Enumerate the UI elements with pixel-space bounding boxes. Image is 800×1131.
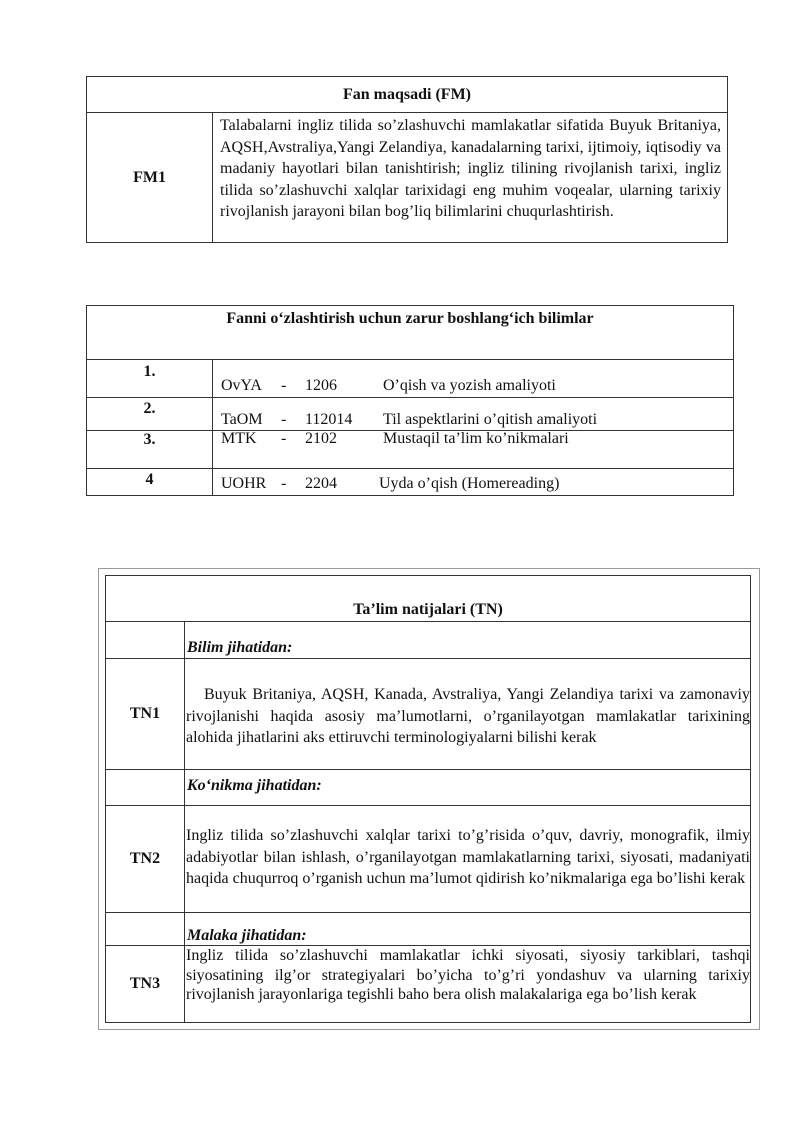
- prereq-dash-2: -: [281, 411, 287, 428]
- tn-text-2: Ingliz tilida so’zlashuvchi xalqlar tarixi to’g’risida o’quv, davriy, monografik, ilmiy adabiyotlar bilan ishlash, o’rganilayotgan mamlakatlarning tarixi, siyosati, madaniyati haqida chuqurroq o’rganish uchun ma’lumot qidirish ko’nikmalariga ega bo’lishi kerak: [186, 827, 750, 887]
- prereq-num-1: 1.: [86, 359, 213, 398]
- tn-text-cell-3: [184, 945, 751, 1023]
- prereq-title: Fanni o‘zlashtirish uchun zarur boshlang‘ich bilimlar: [86, 305, 734, 360]
- tn-code-spacer-3: [105, 912, 185, 946]
- prereq-code-3: 2102: [305, 430, 337, 447]
- tn-code-spacer-2: [105, 769, 185, 806]
- tn-code-2: TN2: [105, 805, 185, 913]
- fm-text-cell: [212, 112, 728, 243]
- prereq-row-4: [212, 468, 734, 496]
- prereq-abbr-4: UOHR: [221, 475, 267, 492]
- tn-heading-1: Bilim jihatidan:: [184, 621, 751, 659]
- prereq-num-2: 2.: [86, 397, 213, 431]
- prereq-row-3: [212, 430, 734, 469]
- prereq-abbr-1: OvYA: [221, 377, 262, 394]
- tn-code-3: TN3: [105, 945, 185, 1023]
- tn-text-1: Buyuk Britaniya, AQSH, Kanada, Avstraliya, Yangi Zelandiya tarixi va zamonaviy rivojlanishi haqida asosiy ma’lumotlarni, o’rganilayotgan mamlakatlar tarixining alohida jihatlarini aks ettiruvchi terminologiyalarni bilishi kerak: [186, 686, 750, 746]
- fm-text: Talabalarni ingliz tilida so’zlashuvchi mamlakatlar sifatida Buyuk Britaniya, AQSH,Avstraliya,Yangi Zelandiya, kanadalarning tarixi, ijtimoiy, iqtisodiy va madaniy hayotlari bilan tanishtirish; ingliz tilining rivojlanish tarixi, ingliz tilida so’zlashuvchi xalqlar tarixidagi eng muhim voqealar, ularning tarixiy rivojlanish jarayoni bilan bog’liq bilimlarini chuqurlashtirish.: [220, 117, 721, 220]
- prereq-abbr-3: MTK: [221, 430, 257, 447]
- prereq-dash-3: -: [281, 430, 287, 447]
- prereq-name-3: Mustaqil ta’lim ko’nikmalari: [383, 430, 569, 447]
- tn-text-cell-2: [184, 805, 751, 913]
- prereq-code-4: 2204: [305, 475, 337, 492]
- tn-heading-3: Malaka jihatidan:: [184, 912, 751, 946]
- prereq-name-2: Til aspektlarini o’qitish amaliyoti: [383, 411, 598, 428]
- tn-code-spacer-1: [105, 621, 185, 659]
- prereq-code-2: 112014: [305, 411, 353, 428]
- prereq-dash-1: -: [281, 377, 287, 394]
- prereq-code-1: 1206: [305, 377, 337, 394]
- fm-code: FM1: [86, 112, 213, 243]
- prereq-row-1: [212, 359, 734, 398]
- prereq-name-4: Uyda o’qish (Homereading): [379, 475, 560, 492]
- tn-title: Ta’lim natijalari (TN): [105, 575, 751, 622]
- tn-code-1: TN1: [105, 658, 185, 770]
- prereq-num-3: 3.: [86, 430, 213, 469]
- fm-title: Fan maqsadi (FM): [86, 76, 728, 113]
- tn-heading-2: Ko‘nikma jihatidan:: [184, 769, 751, 806]
- prereq-row-2: [212, 397, 734, 431]
- tn-text-cell-1: [184, 658, 751, 770]
- prereq-dash-4: -: [281, 475, 287, 492]
- prereq-num-4: 4: [86, 468, 213, 496]
- prereq-abbr-2: TaOM: [221, 411, 263, 428]
- tn-text-3: Ingliz tilida so’zlashuvchi mamlakatlar ichki siyosati, siyosiy tarkiblari, tashqi siyosatining ilg’or strategiyalari bo’yicha to’g’ri yondashuv va ularning tarixiy rivojlanish jarayonlariga tegishli baho bera olish malakalariga ega bo’lish kerak: [186, 947, 750, 1003]
- prereq-name-1: O’qish va yozish amaliyoti: [383, 377, 556, 394]
